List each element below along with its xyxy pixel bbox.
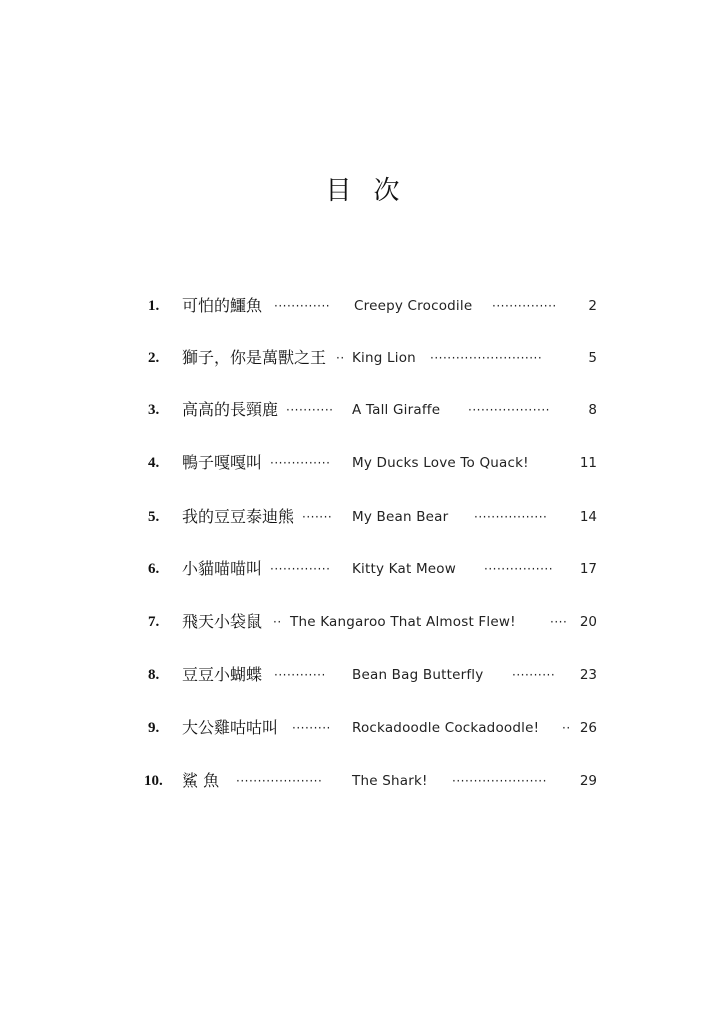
- entry-page-number: 14: [579, 509, 597, 525]
- entry-english-title: My Bean Bear: [352, 509, 449, 525]
- toc-entry[interactable]: [0, 557, 725, 581]
- leader-dots: ····················: [236, 774, 323, 788]
- entry-number: 1.: [148, 298, 160, 314]
- entry-number: 3.: [148, 402, 160, 418]
- entry-english-title: The Shark!: [352, 773, 428, 789]
- toc-entry[interactable]: [0, 663, 725, 687]
- entry-chinese-title: 豆豆小蝴蝶: [182, 665, 263, 684]
- entry-page-number: 2: [588, 298, 597, 314]
- entry-english-title: My Ducks Love To Quack!: [352, 455, 529, 471]
- entry-english-title: The Kangaroo That Almost Flew!: [290, 614, 516, 630]
- leader-dots: ················: [484, 562, 554, 576]
- leader-dots: ·········: [292, 721, 331, 735]
- leader-dots: ···········: [286, 403, 334, 417]
- entry-page-number: 20: [579, 614, 597, 630]
- entry-number: 5.: [148, 509, 160, 525]
- entry-page-number: 8: [588, 402, 597, 418]
- leader-dots: ···················: [468, 403, 550, 417]
- entry-chinese-title: 我的豆豆泰迪熊: [182, 507, 295, 526]
- entry-page-number: 5: [588, 350, 597, 366]
- leader-dots: ······················: [452, 774, 547, 788]
- entry-number: 4.: [148, 455, 160, 471]
- entry-number: 9.: [148, 720, 160, 736]
- entry-english-title: Bean Bag Butterfly: [352, 667, 484, 683]
- entry-chinese-title: 大公雞咕咕叫: [182, 718, 279, 737]
- leader-dots: ··············: [270, 456, 331, 470]
- leader-dots: ·······: [302, 510, 333, 524]
- entry-number: 6.: [148, 561, 160, 577]
- entry-chinese-title: 小貓喵喵叫: [182, 559, 263, 578]
- leader-dots: ··························: [430, 351, 543, 365]
- entry-english-title: Creepy Crocodile: [354, 298, 473, 314]
- toc-entry[interactable]: [0, 505, 725, 529]
- toc-entry[interactable]: [0, 451, 725, 475]
- entry-chinese-title: 鯊 魚: [182, 771, 220, 790]
- toc-entry[interactable]: [0, 610, 725, 634]
- entry-number: 7.: [148, 614, 160, 630]
- entry-page-number: 11: [579, 455, 597, 471]
- entry-page-number: 26: [579, 720, 597, 736]
- leader-dots: ··: [273, 615, 282, 629]
- entry-english-title: Kitty Kat Meow: [352, 561, 456, 577]
- leader-dots: ···············: [492, 299, 557, 313]
- toc-entry[interactable]: [0, 769, 725, 793]
- page-title: 目次: [325, 176, 422, 206]
- entry-english-title: A Tall Giraffe: [352, 402, 441, 418]
- entry-number: 2.: [148, 350, 160, 366]
- leader-dots: ··············: [270, 562, 331, 576]
- leader-dots: ··········: [512, 668, 556, 682]
- toc-entry[interactable]: [0, 294, 725, 318]
- toc-entry[interactable]: [0, 398, 725, 422]
- entry-page-number: 23: [579, 667, 597, 683]
- entry-chinese-title: 鴨子嘎嘎叫: [182, 453, 263, 472]
- entry-page-number: 17: [579, 561, 597, 577]
- entry-english-title: King Lion: [352, 350, 416, 366]
- toc-entry[interactable]: [0, 346, 725, 370]
- leader-dots: ············: [274, 668, 326, 682]
- entry-chinese-title: 可怕的鱷魚: [182, 296, 263, 315]
- leader-dots: ··: [562, 721, 571, 735]
- leader-dots: ··: [336, 351, 345, 365]
- entry-number: 10.: [144, 773, 163, 789]
- toc-entry[interactable]: [0, 716, 725, 740]
- leader-dots: ····: [550, 615, 568, 629]
- entry-english-title: Rockadoodle Cockadoodle!: [352, 720, 540, 736]
- entry-chinese-title: 飛天小袋鼠: [182, 612, 263, 631]
- entry-page-number: 29: [579, 773, 597, 789]
- entry-chinese-title: 獅子，你是萬獸之王: [182, 348, 327, 367]
- leader-dots: ·················: [474, 510, 548, 524]
- leader-dots: ·············: [274, 299, 331, 313]
- entry-number: 8.: [148, 667, 160, 683]
- entry-chinese-title: 高高的長頸鹿: [182, 400, 279, 419]
